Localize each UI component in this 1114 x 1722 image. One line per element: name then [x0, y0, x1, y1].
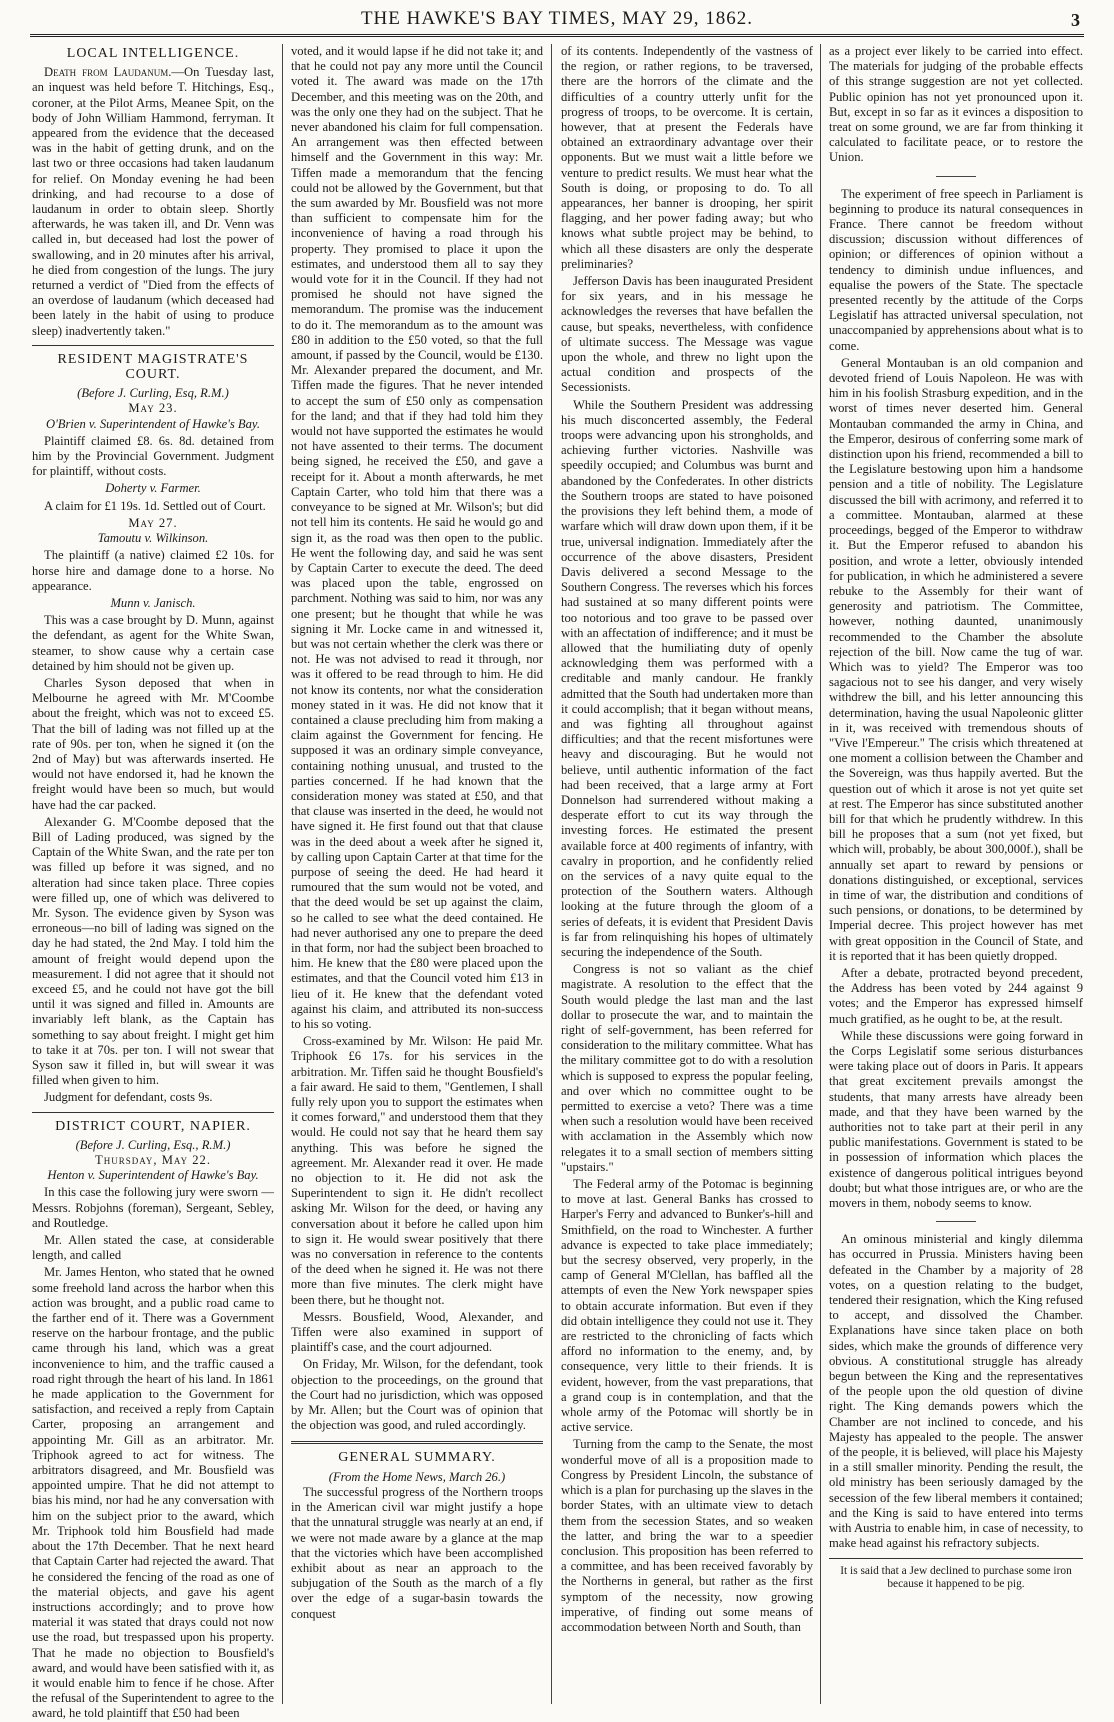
column-rule	[820, 44, 821, 1704]
article-paragraph: Messrs. Bousfield, Wood, Alexander, and Tiffen were also examined in support of plaintiff's case, and the court adjourned.	[291, 1309, 543, 1355]
section-heading-resident-magistrate: RESIDENT MAGISTRATE'S COURT.	[57, 351, 249, 383]
section-source: (From the Home News, March 26.)	[328, 1469, 506, 1484]
section-divider	[291, 1441, 543, 1444]
article-paragraph: The Federal army of the Potomac is beginning to move at last. General Banks has crossed to Harper's Ferry and advanced to Bunker's-hill and Smithfield, on the road to Winchester. A further advance is expected to take place immediately; but the secresy observed, very properly, in the camp of General M'Clellan, has baffled all the attempts of even the New York newspaper spies to obtain accurate information. But even if they did obtain intelligence they could not use it. They are restricted to the chronicling of facts which afford no information to the enemy, and, by consequence, very little to their friends. It is evident, however, from the vast preparations, that a grand coup is in contemplation, and that the whole army of the Potomac will shortly be in active service.	[561, 1177, 813, 1435]
column-rule	[282, 44, 283, 1704]
article-paragraph: The plaintiff (a native) claimed £2 10s. for horse hire and damage done to a horse. No appearance.	[32, 548, 274, 593]
masthead	[30, 6, 1084, 37]
article-paragraph: Charles Syson deposed that when in Melbourne he agreed with Mr. M'Coombe about the freight, which was not to exceed £5. That the bill of lading was not filled up at the rate of 90s. per ton, when he signed it (on the 2nd of May) but was afterwards inserted. He would not have endorsed it, had he known the freight would have been so much, but would have had the car packed.	[32, 675, 274, 812]
case-title: Munn v. Janisch.	[110, 595, 196, 610]
article-paragraph: Jefferson Davis has been inaugurated President for six years, and in his message he acknowledges the reverses that have befallen the cause, but speaks, nevertheless, with confidence of ultimate success. The Message was vague upon the whole, and threw no light upon the actual condition and prospects of the Secessionists.	[561, 274, 813, 395]
article-paragraph: The successful progress of the Northern troops in the American civil war might justify a hope that the unnatural struggle was nearly at an end, if we were not made aware by a glance at the map that the victories which have been accomplished exhibit about as near an approach to the subjugation of the South as the march of a fly over the edge of a sugar-basin towards the conquest	[291, 1484, 543, 1621]
newspaper-title: THE HAWKE'S BAY TIMES, MAY 29, 1862.	[360, 8, 754, 29]
column-2	[291, 44, 543, 1706]
article-paragraph: This was a case brought by D. Munn, against the defendant, as agent for the White Swan, steamer, to show cause why a certain case detained by him should not be given up.	[32, 613, 274, 673]
court-presiding: (Before J. Curling, Esq, R.M.)	[77, 386, 229, 401]
filler-paragraph: It is said that a Jew declined to purchase some iron because it happened to be pig.	[840, 1564, 1072, 1590]
article-paragraph: While the Southern President was addressing his much disconcerted assembly, the Federal troops were advancing upon his strongholds, and achieving further victories. Nashville was speedily occupied; and Columbus was burnt and abandoned by the Confederates. In other districts the Southern troops are stated to have poisoned the provisions they left behind them, a mode of warfare which will draw down upon them, if it be true, universal indignation. Immediately after the occurrence of the above disasters, President Davis delivered a second Message to the Southern Congress. The reverses which his forces had sustained at so many different points were too notorious and too grave to be passed over with an affectation of indifference; and it must be allowed that the humiliating duty of openly acknowledging them was performed with a creditable and manly candour. He frankly admitted that the South had undertaken more than it could accomplish; that it began without means, and was fighting all throughout against difficulties; and that the recent misfortunes were heavy and discouraging. But he would not believe, until authentic information of the fact had been received, that a large army at Fort Donnelson had surrendered without making a desperate effort to cut its way through the investing forces. He estimated the present available force at 400 regiments of infantry, with cavalry in proportion, and he confidently relied on the services of a navy quite equal to the protection of the Southern waters. Although looking at the future through the gloom of a series of defeats, it is evident that President Davis is far from relinquishing his hopes of ultimately securing the independence of the South.	[561, 397, 813, 959]
article-paragraph: voted, and it would lapse if he did not take it; and that he could not pay any more until the Council voted it. The award was made on the 17th December, and this meeting was on the 20th, and was the only one they had on the subject. That he never abandoned his claim for full compensation. An arrangement was then effected between himself and the Government in this way: Mr. Tiffen made a memorandum that the fencing could not be allowed by the Government, but that the sum awarded by Mr. Bousfield was not more than sufficient to compensate him for the inconvenience of having a road through his property. They promised to place it upon the estimates, and understood them all to say they would vote for it in the Council. If they had not promised he should not have signed the memorandum. The promise was the inducement to do it. The memorandum as to the amount was £80 in addition to the £50 voted, so that the full amount, if passed by the Council, would be £130. Mr. Alexander prepared the document, and Mr. Tiffen made the figures. That he never intended to accept the sum of £50 only as compensation for the land; and that if they had told him they would not have supported the estimates he would not have assented to their terms. The document being signed, he received the £50, and gave a receipt for it. About a month afterwards, he met Captain Carter, who told him that there was a conveyance to be signed at Mr. Wilson's; but did not tell him its contents. He said he would go and sign it, as the road was then open to the public. He went the following day, and said he was sent by Captain Carter to execute the deed. The deed was placed upon the table, engrossed on parchment. Nothing was said to him, nor was any one present; but he thought that while he was signing it Mr. Locke came in and witnessed it, but was not certain whether the clerk was there or not. He was not advised to read it through, nor was it offered to be read through to him. He did not know its contents, nor what the consideration money stated in it was. He did not know that it contained a clause precluding him from making a claim against the Government for fencing. He supposed it was an ordinary simple conveyance, containing nothing unusual, and trusted to the parties concerned. If he had known that the consideration money was stated at £50, and that that clause was inserted in the deed, he would not have signed it. He first found out that that clause was in the deed about a week after he signed it, by calling upon Captain Carter at that time for the purpose of seeing the deed. He had heard it rumoured that the sum would not be voted, and that the deed would be set up against the claim, so he called to see what the deed contained. He had never authorised any one to prepare the deed in that form, nor had the subject been broached to him. He knew that the £80 were placed upon the estimates, and that the Council voted him £13 in lieu of it. He knew that the defendant voted against his claim, and attributed its non-success to his so voting.	[291, 44, 543, 1031]
column-rule	[551, 44, 552, 1704]
column-1	[32, 44, 274, 1721]
article-paragraph: Mr. Allen stated the case, at considerable length, and called	[32, 1233, 274, 1263]
article-text: —On Tuesday last, an inquest was held before T. Hitchings, Esq., coroner, at the Pilot Arms, Meanee Spit, on the body of John William Hammond, ferryman. It appeared from the evidence that the deceased was in the habit of getting drunk, and on the last two or three occasions had taken laudanum for relief. On Monday evening he had been drinking, and had recourse to a dose of laudanum in order to obtain sleep. Shortly afterwards, he was taken ill, and Dr. Venn was called in, but deceased had lost the power of swallowing, and in 20 minutes after his arrival, he died from congestion of the lungs. The jury returned a verdict of "Died from the effects of an overdose of laudanum (which deceased had been lately in the habit of using to produce sleep) inadvertently taken."	[32, 65, 274, 338]
case-title: Doherty v. Farmer.	[105, 481, 201, 496]
article-paragraph	[32, 65, 274, 339]
page-number: 3	[1071, 10, 1080, 30]
article-paragraph: After a debate, protracted beyond precedent, the Address has been voted by 244 against 9 votes; and the Emperor has expressed himself much gratified, as he ought to be, at the result.	[829, 965, 1083, 1026]
article-paragraph: In this case the following jury were sworn —Messrs. Robjohns (foreman), Sergeant, Sebley, and Routledge.	[32, 1185, 274, 1230]
column-3	[561, 44, 813, 1706]
section-divider	[32, 345, 274, 346]
article-lead: Death from Laudanum.	[44, 65, 172, 80]
article-paragraph: Cross-examined by Mr. Wilson: He paid Mr. Triphook £6 17s. for his services in the arbitration. Mr. Tiffen said he thought Bousfield's a fair award. He said to them, "Gentlemen, I shall fully rely upon you to support the estimates when it comes forward," and understood them that they would. He could not say that he heard them say anything. This was before he signed the agreement. Mr. Alexander read it over. He made no objection to it. He did not ask the Superintendent to sign it. He didn't recollect asking Mr. Wilson for the deed, or having any conversation about it before he called upon him to sign it. He would swear positively that there was no conversation in reference to the contents of the deed when he signed it. He was not there more than five minutes. The clerk might have been there, but he thought not.	[291, 1034, 543, 1307]
case-title: Henton v. Superintendent of Hawke's Bay.	[47, 1168, 259, 1183]
article-paragraph: On Friday, Mr. Wilson, for the defendant, took objection to the proceedings, on the ground that the Court had no jurisdiction, which was opposed by Mr. Allen; but the Court was of opinion that the objection was good, and ruled accordingly.	[291, 1357, 543, 1433]
article-paragraph: Turning from the camp to the Senate, the most wonderful move of all is a proposition made to Congress by President Lincoln, the substance of which is a plan for purchasing up the slaves in the border States, with an ultimate view to detach them from the secession States, and so weaken the latter, and bring the war to a speedier conclusion. This proposition has been referred to a committee, and has been received favorably by the Northerns in general, but rather as the first symptom of the necessity, now growing imperative, of finding out some means of accommodation between North and South, than	[561, 1437, 813, 1634]
article-paragraph: as a project ever likely to be carried into effect. The materials for judging of the probable effects of this strange suggestion are not yet collected. Public opinion has not yet pronounced upon it. But, except in so far as it evinces a disposition to treat on some ground, we are far from thinking it calculated to facilitate peace, or to restore the Union.	[829, 44, 1083, 165]
case-title: O'Brien v. Superintendent of Hawke's Bay.	[46, 416, 260, 431]
article-paragraph: The experiment of free speech in Parliament is beginning to produce its natural consequences in France. There cannot be freedom without discussion; discussion without differences of opinion; or differences of opinion without a tendency to diminish undue influences, and equalise the powers of the State. The spectacle presented recently by the attitude of the Corps Legislatif has attracted universal speculation, not unaccompanied by apprehensions about what is to come.	[829, 186, 1083, 353]
article-paragraph: While these discussions were going forward in the Corps Legislatif some serious disturbances were taking place out of doors in Paris. It appears that great excitement prevails amongst the students, that many arrests have already been made, and that they have been warned by the authorities not to take part at their peril in any public manifestations. Government is stated to be in possession of information which places the existence of dangerous political intrigues beyond doubt; but what those intrigues are, or who are the movers in them, nobody seems to know.	[829, 1028, 1083, 1211]
article-separator	[936, 1221, 976, 1222]
section-divider	[829, 1558, 1083, 1559]
article-paragraph: A claim for £1 19s. 1d. Settled out of Court.	[44, 498, 266, 513]
article-paragraph: Plaintiff claimed £8. 6s. 8d. detained from him by the Provincial Government. Judgment for plaintiff, without costs.	[32, 433, 274, 479]
column-4	[829, 44, 1083, 1706]
article-paragraph: of its contents. Independently of the vastness of the region, or rather regions, to be traversed, there are the horrors of the climate and the difficulties of a country utterly unfit for the progress of troops, to be overcome. It is certain, however, that at present the Federals have obtained an extraordinary advantage over their opponents. But we must wait a little before we venture to predict results. We must hear what the South is doing, or proposing to do. To all appearances, her banner is drooping, her spirit flagging, and her power fading away; but who knows what subtle project may be behind, to which all these disasters are only the desperate preliminaries?	[561, 44, 813, 271]
court-date: May 23.	[128, 401, 178, 416]
article-paragraph: Mr. James Henton, who stated that he owned some freehold land across the harbor when this action was brought, and a public road came to the farther end of it. There was a Government reserve on the harbour frontage, and the public came through his land, which was a great inconvenience to him, and the traffic caused a road right through the heart of his land. In 1861 he made application to the Government for satisfaction, and received a reply from Captain Carter, proposing an arrangement and appointing Mr. Gill as an arbitrator. Mr. Triphook agreed to act for witness. The arbitrators disagreed, and Mr. Bousfield was appointed umpire. That he did not attempt to bias his mind, nor had he any conversation with him on the subject prior to the award, which Mr. Triphook told him Bousfield had made about the 17th December. That he next heard that Captain Carter had rejected the award. That he considered the fencing of the road as one of the material objects, and gave his agent instructions accordingly; and to prove how material it was stated that drays could not now use the road, but trespassed upon his property. That he made no objection to Bousfield's award, and would have been satisfied with it, as it would enable him to fence if he chose. After the refusal of the Superintendent to agree to the award, he told plaintiff that £50 had been	[32, 1265, 274, 1721]
section-divider	[32, 1112, 274, 1113]
court-date: May 27.	[128, 515, 178, 530]
article-paragraph: An ominous ministerial and kingly dilemma has occurred in Prussia. Ministers having been defeated in the Chamber by a majority of 28 votes, on a question relating to the budget, tendered their resignation, which the King refused to accept, and dissolved the Chamber. Explanations have since taken place on both sides, which make the grounds of difference very obvious. A constitutional struggle has already begun between the King and the representatives of the people upon the old question of divine right. The King demands powers which the Chamber are not inclined to concede, and his Majesty has appealed to the people. The answer of the people, it is believed, will place his Majesty in a still smaller minority. Pending the result, the old ministry has been seriously damaged by the secession of the few liberal members it contained; and the King is said to have entered into terms with Austria to enable him, in case of necessity, to make head against his refractory subjects.	[829, 1232, 1083, 1551]
article-paragraph: Congress is not so valiant as the chief magistrate. A resolution to the effect that the South would pledge the last man and the last dollar to prosecute the war, and to maintain the right of self-government, has been referred for consideration to the military committee. What has the military committee got to do with a resolution which is supposed to express the popular feeling, and over which no committee ought to be permitted to exercise a veto? There was a time when such a resolution would have been received with acclamation in the Assembly which now relegates it to a small section of members sitting "upstairs."	[561, 962, 813, 1174]
article-separator	[936, 176, 976, 177]
article-paragraph: Alexander G. M'Coombe deposed that the Bill of Lading produced, was signed by the Captain of the White Swan, and the rate per ton was filled up before it was signed, and no alteration had since taken place. Three copies were filled up, one of which was delivered to Mr. Syson. The evidence given by Syson was erroneous—no bill of lading was signed on the day he had stated, the 2nd May. I told him the amount of freight would depend upon the measurement. I did not agree that it should not exceed £5, and he could not have got the bill until it was signed and filled in. Amounts are invariably left blank, as the Captain has something to say about freight. I might get him to take it at 70s. per ton. I will not swear that Syson saw it filled in, but will swear it was filled when given to him.	[32, 814, 274, 1088]
section-heading-general-summary: GENERAL SUMMARY.	[338, 1450, 496, 1466]
section-heading-district-court: DISTRICT COURT, NAPIER.	[55, 1118, 251, 1134]
article-paragraph: Judgment for defendant, costs 9s.	[44, 1090, 213, 1105]
court-date: Thursday, May 22.	[95, 1153, 211, 1168]
court-presiding: (Before J. Curling, Esq., R.M.)	[75, 1137, 231, 1152]
case-title: Tamoutu v. Wilkinson.	[97, 531, 209, 546]
section-heading-local-intelligence: LOCAL INTELLIGENCE.	[66, 46, 240, 61]
article-paragraph: General Montauban is an old companion and devoted friend of Louis Napoleon. He was with him in his foolish Strasburg expedition, and in the worst of times never deserted him. General Montauban commanded the army in China, and the Emperor, desirous of conferring some mark of distinction upon his friend, recommended a bill to the Legislature bestowing upon him a handsome pension and a title of nobility. The Legislature discussed the bill with acrimony, and referred it to a committee. Montauban, alarmed at these proceedings, begged of the Emperor to withdraw it. But the Emperor refused to abandon his position, and wrote a letter, obviously intended for publication, in which he administered a severe rebuke to the Assembly for their want of generosity and patriotism. The Committee, however, nothing daunted, unanimously recommended to the Chamber the absolute rejection of the bill. Now came the tug of war. Which was to yield? The Emperor was too sagacious not to see his danger, and very wisely withdrew the bill, and his letter announcing this determination, having the usual Napoleonic glitter in it, was received with tremendous shouts of "Vive l'Empereur." The crisis which threatened at one moment a collision between the Chamber and the Sovereign, was thus happily averted. But the question out of which it arose is not yet quite set at rest. The Emperor has since substituted another bill for that which he prudently withdrew. In this bill he proposes that a sum (not yet fixed, but which will, probably, be about 300,000f.), shall be annually set apart to reward by pensions or donations distinguished, or exceptional, services in time of war, the distribution and conditions of such pensions, or donations, to be determined by Imperial decree. This project however has met with great opposition in the Council of State, and it is reported that it has been quietly dropped.	[829, 355, 1083, 963]
